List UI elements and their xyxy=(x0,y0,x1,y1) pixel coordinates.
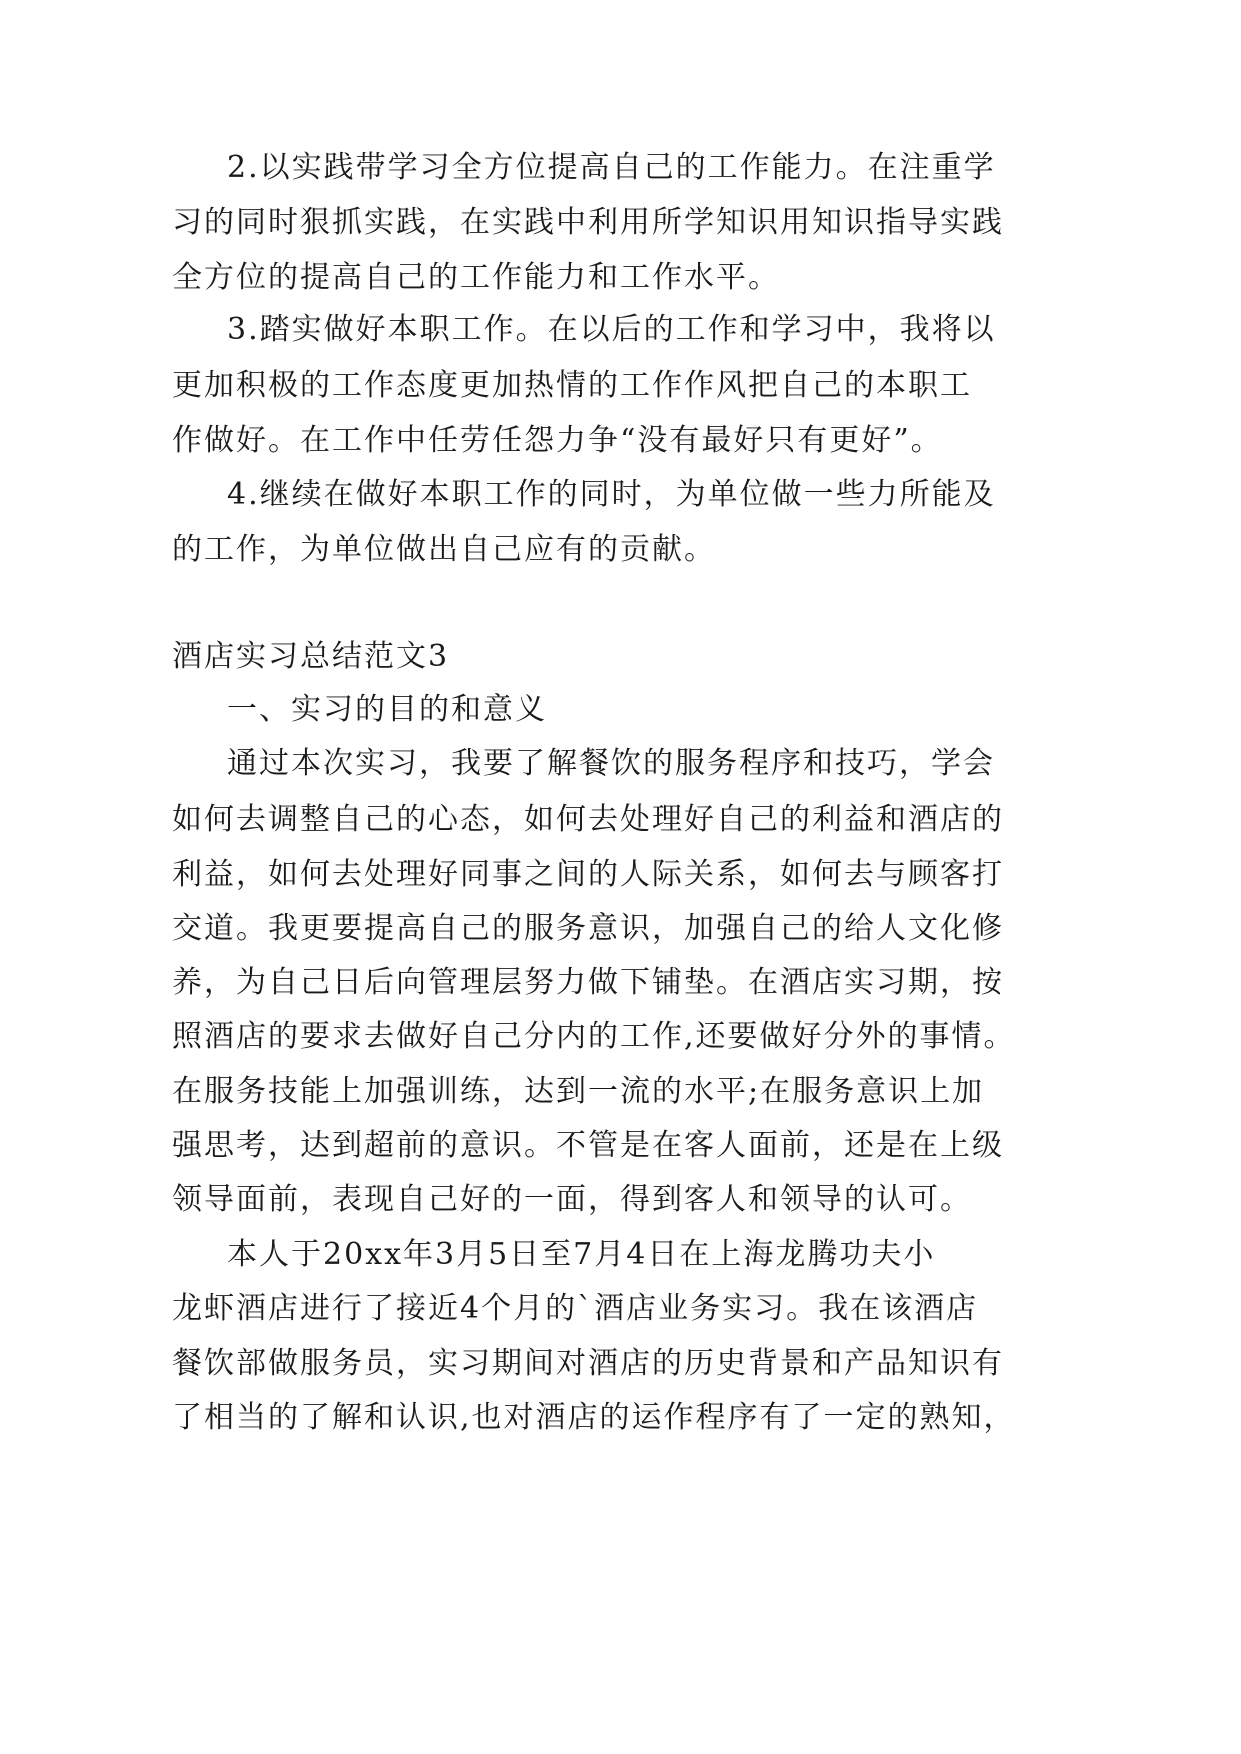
text-line: 养，为自己日后向管理层努力做下铺垫。在酒店实习期，按 xyxy=(172,965,1004,1000)
text-line: 龙虾酒店进行了接近4个月的`酒店业务实习。我在该酒店 xyxy=(172,1291,979,1326)
text-line: 如何去调整自己的心态，如何去处理好自己的利益和酒店的 xyxy=(172,802,1004,837)
text-line: 全方位的提高自己的工作能力和工作水平。 xyxy=(172,260,780,295)
text-line: 作做好。在工作中任劳任怨力争“没有最好只有更好”。 xyxy=(172,423,943,458)
text-line: 3.踏实做好本职工作。在以后的工作和学习中，我将以 xyxy=(227,312,996,347)
text-line: 更加积极的工作态度更加热情的工作作风把自己的本职工 xyxy=(172,368,972,403)
text-line: 的工作，为单位做出自己应有的贡献。 xyxy=(172,532,716,567)
section-title: 酒店实习总结范文3 xyxy=(172,639,450,674)
text-line: 2.以实践带学习全方位提高自己的工作能力。在注重学 xyxy=(227,150,996,185)
text-line: 利益，如何去处理好同事之间的人际关系，如何去与顾客打 xyxy=(172,857,1004,892)
text-line: 强思考，达到超前的意识。不管是在客人面前，还是在上级 xyxy=(172,1128,1004,1163)
text-line: 照酒店的要求去做好自己分内的工作,还要做好分外的事情。 xyxy=(172,1019,1016,1054)
text-line: 4.继续在做好本职工作的同时，为单位做一些力所能及 xyxy=(227,477,996,512)
text-line: 了相当的了解和认识,也对酒店的运作程序有了一定的熟知， xyxy=(172,1400,1016,1435)
text-line: 餐饮部做服务员，实习期间对酒店的历史背景和产品知识有 xyxy=(172,1346,1004,1381)
text-line: 本人于20xx年3月5日至7月4日在上海龙腾功夫小 xyxy=(227,1237,936,1272)
text-line: 习的同时狠抓实践，在实践中利用所学知识用知识指导实践 xyxy=(172,205,1004,240)
text-line: 通过本次实习，我要了解餐饮的服务程序和技巧，学会 xyxy=(227,746,995,781)
subheading: 一、实习的目的和意义 xyxy=(227,692,547,727)
text-line: 交道。我更要提高自己的服务意识，加强自己的给人文化修 xyxy=(172,911,1004,946)
text-line: 领导面前，表现自己好的一面，得到客人和领导的认可。 xyxy=(172,1182,972,1217)
text-line: 在服务技能上加强训练，达到一流的水平;在服务意识上加 xyxy=(172,1074,985,1109)
